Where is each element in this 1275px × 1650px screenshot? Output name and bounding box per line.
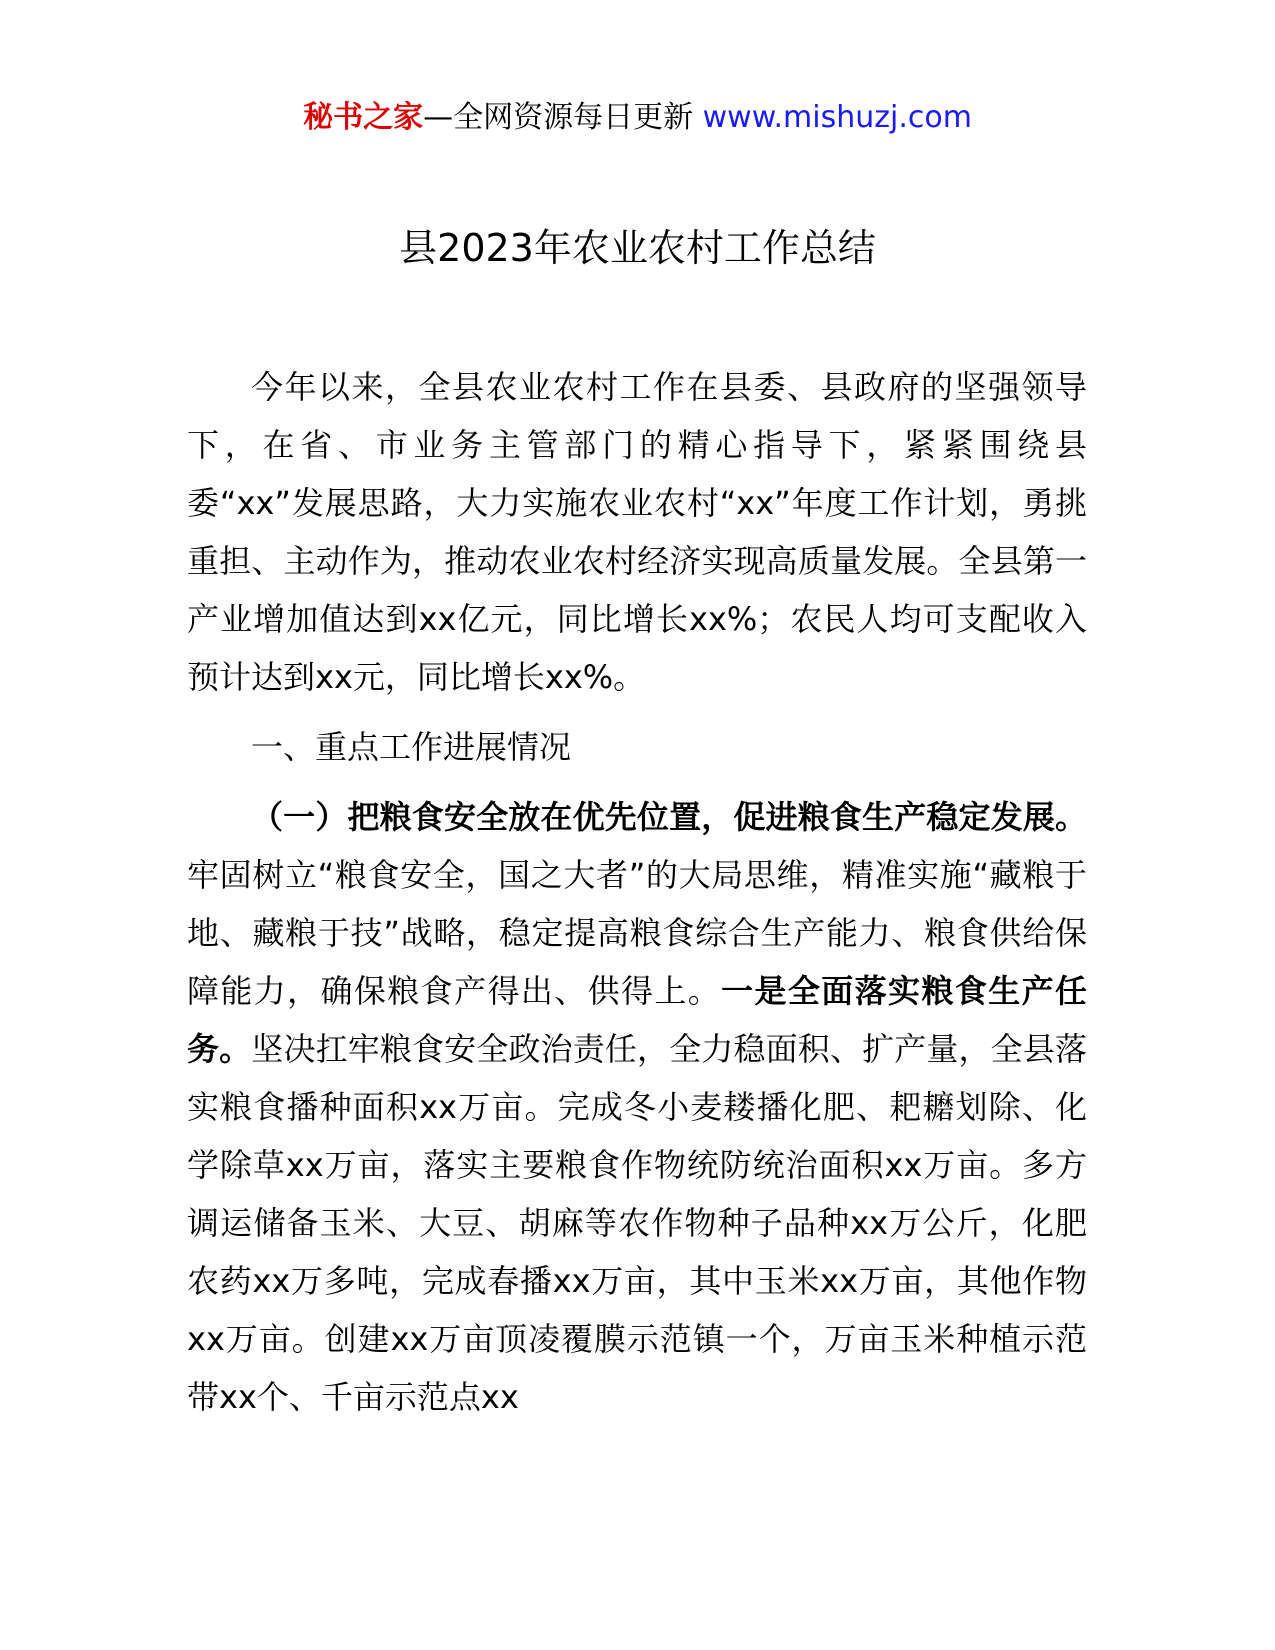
document-title: 县2023年农业农村工作总结 xyxy=(399,226,876,270)
section-heading: 一、重点工作进展情况 xyxy=(251,728,572,766)
site-url-link[interactable]: www.mishuzj.com xyxy=(702,100,972,135)
site-slogan: —全网资源每日更新 xyxy=(423,100,703,135)
subsection-paragraph xyxy=(187,788,1087,1426)
site-header xyxy=(0,96,1275,140)
subsection-text-a: 牢固树立“粮食安全，国之大者”的大局思维，精准实施“藏粮于地、藏粮于技”战略，稳定提高粮食综合生产能力、粮食供给保障能力，确保粮食产得出、供得上。 xyxy=(187,856,1087,1010)
subsection-text-b: 坚决扛牢粮食安全政治责任，全力稳面积、扩产量，全县落实粮食播种面积xx万亩。完成冬小麦耧播化肥、耙耱划除、化学除草xx万亩，落实主要粮食作物统防统治面积xx万亩。多方调运储备玉米、大豆、胡麻等农作物种子品种xx万公斤，化肥农药xx万多吨，完成春播xx万亩，其中玉米xx万亩，其他作物xx万亩。创建xx万亩顶凌覆膜示范镇一个，万亩玉米种植示范带xx个、千亩示范点xx xyxy=(187,1030,1087,1416)
document-body xyxy=(187,358,1087,1426)
site-brand: 秘书之家 xyxy=(303,100,424,135)
intro-paragraph: 今年以来，全县农业农村工作在县委、县政府的坚强领导下，在省、市业务主管部门的精心指导下，紧紧围绕县委“xx”发展思路，大力实施农业农村“xx”年度工作计划，勇挑重担、主动作为，推动农业农村经济实现高质量发展。全县第一产业增加值达到xx亿元，同比增长xx%；农民人均可支配收入预计达到xx元，同比增长xx%。 xyxy=(187,368,1087,696)
subsection-title: （一）把粮食安全放在优先位置，促进粮食生产稳定发展。 xyxy=(251,798,1087,836)
subsection-point: 一是全面落实粮食生产任务。 xyxy=(187,972,1087,1068)
